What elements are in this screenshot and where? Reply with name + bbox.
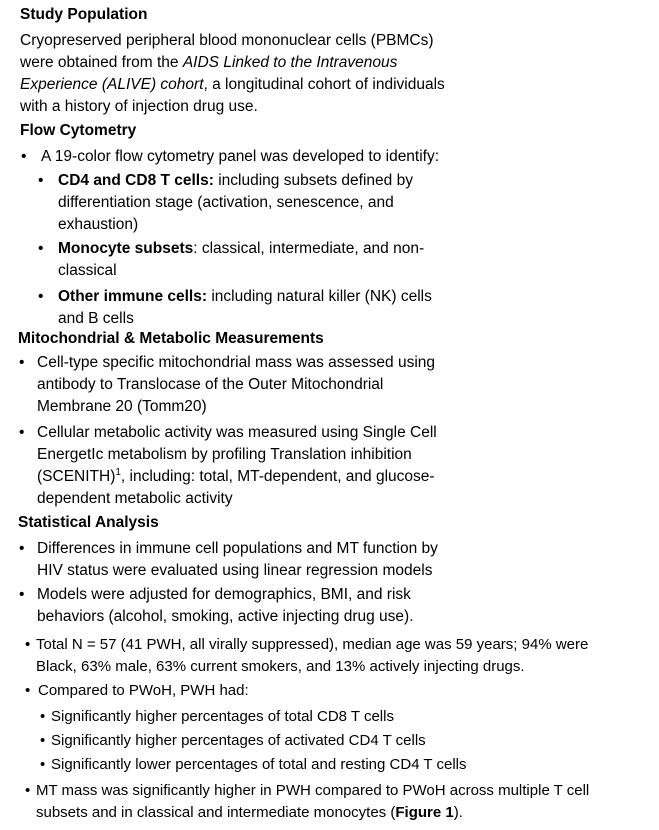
- cohort-name: Experience (ALIVE) cohort: [20, 76, 204, 93]
- results-subitem: Significantly lower percentages of total and resting CD4 T cells: [51, 756, 467, 773]
- cd4-cd8-text: differentiation stage (activation, senescence, and: [58, 194, 394, 211]
- cd4-cd8-text: including subsets defined by: [213, 172, 413, 189]
- bullet-icon: •: [40, 756, 46, 773]
- other-immune-text: and B cells: [58, 310, 134, 327]
- bullet-icon: •: [19, 354, 25, 371]
- mito-bullet-text: Cellular metabolic activity was measured using Single Cell: [37, 424, 437, 441]
- results-text: Compared to PWoH, PWH had:: [38, 682, 249, 699]
- monocyte-item: [58, 238, 424, 260]
- results-text: [36, 802, 463, 824]
- bullet-icon: •: [25, 636, 31, 653]
- results-text-part: subsets and in classical and intermediate monocytes (: [36, 804, 396, 821]
- cd4-cd8-text: exhaustion): [58, 216, 139, 233]
- mito-bullet-text: antibody to Translocase of the Outer Mitochondrial: [37, 376, 384, 393]
- results-subitem: Significantly higher percentages of total CD8 T cells: [51, 708, 394, 725]
- bullet-icon: •: [19, 540, 25, 557]
- results-text: MT mass was significantly higher in PWH compared to PWoH across multiple T cell: [36, 782, 590, 799]
- bullet-icon: •: [38, 240, 44, 257]
- monocyte-text: : classical, intermediate, and non-: [193, 240, 425, 257]
- results-text: Black, 63% male, 63% current smokers, and 13% actively injecting drugs.: [36, 658, 525, 675]
- study-population-line: [20, 52, 397, 74]
- flow-cytometry-intro: A 19-color flow cytometry panel was developed to identify:: [41, 148, 440, 165]
- reference-superscript: 1: [115, 466, 121, 478]
- monocyte-text: classical: [58, 262, 117, 279]
- study-population-line: [20, 74, 445, 96]
- stats-bullet-text: Models were adjusted for demographics, BMI, and risk: [37, 586, 411, 603]
- stats-bullet-text: Differences in immune cell populations and MT function by: [37, 540, 438, 557]
- stats-bullet-text: behaviors (alcohol, smoking, active injecting drug use).: [37, 608, 414, 625]
- mito-heading: Mitochondrial & Metabolic Measurements: [18, 330, 324, 347]
- mito-bullet-text: [37, 466, 435, 488]
- bullet-icon: •: [38, 288, 44, 305]
- other-immune-text: including natural killer (NK) cells: [207, 288, 432, 305]
- results-subitem: Significantly higher percentages of activated CD4 T cells: [51, 732, 426, 749]
- bullet-icon: •: [40, 732, 46, 749]
- bullet-icon: •: [21, 148, 27, 165]
- flow-cytometry-heading: Flow Cytometry: [20, 122, 137, 139]
- study-population-heading: Study Population: [20, 6, 148, 23]
- scenith-text: , including: total, MT-dependent, and glucose-: [120, 468, 435, 485]
- cohort-name: AIDS Linked to the Intravenous: [182, 54, 398, 71]
- other-immune-label: Other immune cells:: [58, 288, 208, 305]
- bullet-icon: •: [19, 424, 25, 441]
- bullet-icon: •: [25, 682, 31, 699]
- mito-bullet-text: dependent metabolic activity: [37, 490, 233, 507]
- cd4-cd8-item: [58, 170, 413, 192]
- bullet-icon: •: [40, 708, 46, 725]
- bullet-icon: •: [25, 782, 31, 799]
- stats-bullet-text: HIV status were evaluated using linear regression models: [37, 562, 433, 579]
- stats-heading: Statistical Analysis: [18, 514, 159, 531]
- study-population-text: were obtained from the: [20, 54, 183, 71]
- bullet-icon: •: [38, 172, 44, 189]
- bullet-icon: •: [19, 586, 25, 603]
- scenith-text: (SCENITH): [37, 468, 116, 485]
- monocyte-label: Monocyte subsets: [58, 240, 194, 257]
- mito-bullet-text: Cell-type specific mitochondrial mass was assessed using: [37, 354, 435, 371]
- other-immune-item: [58, 286, 432, 308]
- study-population-text: , a longitudinal cohort of individuals: [203, 76, 445, 93]
- study-population-line: with a history of injection drug use.: [20, 98, 258, 115]
- mito-bullet-text: Membrane 20 (Tomm20): [37, 398, 207, 415]
- cd4-cd8-label: CD4 and CD8 T cells:: [58, 172, 214, 189]
- study-population-line: Cryopreserved peripheral blood mononuclear cells (PBMCs): [20, 32, 434, 49]
- results-text: Total N = 57 (41 PWH, all virally suppressed), median age was 59 years; 94% were: [36, 636, 589, 653]
- mito-bullet-text: EnergetIc metabolism by profiling Translation inhibition: [37, 446, 412, 463]
- figure-reference: Figure 1: [395, 804, 454, 821]
- results-text-part: ).: [453, 804, 463, 821]
